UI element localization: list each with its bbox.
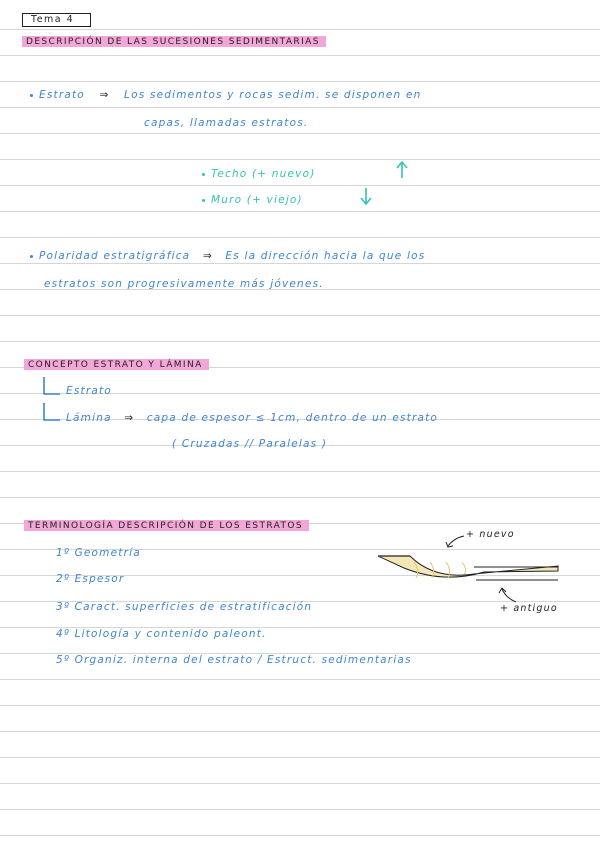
section-heading-descripcion: DESCRIPCIÓN DE LAS SUCESIONES SEDIMENTARIAS: [22, 36, 326, 47]
estrato-definition-2: capas, llamadas estratos.: [144, 117, 309, 129]
item-lamina: Lámina: [66, 412, 112, 424]
arrow-down-icon: [360, 186, 372, 206]
bullet-icon: [30, 94, 33, 97]
estrato-definition-1: Los sedimentos y rocas sedim. se disponen en: [124, 89, 422, 101]
estrato-definition-line: [30, 89, 421, 101]
list-item: 4º Litología y contenido paleont.: [56, 628, 267, 640]
lamina-types: ( Cruzadas // Paralelas ): [172, 438, 328, 450]
corner-arrow-icon: [40, 376, 64, 398]
bullet-icon: [202, 173, 205, 176]
polaridad-definition-1: Es la dirección hacia la que los: [225, 250, 426, 262]
lamina-line: [66, 412, 438, 424]
sketch-label-nuevo: + nuevo: [466, 529, 515, 540]
sketch-label-antiguo: + antiguo: [500, 603, 558, 614]
section-heading-terminologia: TERMINOLOGÍA DESCRIPCIÓN DE LOS ESTRATOS: [24, 520, 309, 531]
polaridad-definition-line: [30, 250, 425, 262]
lamina-definition: capa de espesor ≤ 1cm, dentro de un estrato: [146, 412, 439, 424]
muro-line: [202, 194, 303, 206]
list-item: 2º Espesor: [56, 573, 125, 585]
implies-arrow-icon: ⇒: [124, 412, 135, 424]
list-item: 1º Geometría: [56, 547, 141, 559]
corner-arrow-icon: [40, 402, 64, 424]
techo-label: Techo (+ nuevo): [211, 168, 316, 180]
implies-arrow-icon: ⇒: [99, 89, 110, 101]
item-estrato: Estrato: [66, 385, 112, 397]
polaridad-definition-2: estratos son progresivamente más jóvenes.: [44, 278, 324, 290]
estrato-term: Estrato: [39, 89, 85, 101]
arrow-to-top-icon: [444, 534, 468, 550]
muro-label: Muro (+ viejo): [211, 194, 303, 206]
techo-line: [202, 168, 316, 180]
polaridad-term: Polaridad estratigráfica: [39, 250, 191, 262]
tema-label: Tema 4: [22, 13, 91, 27]
bullet-icon: [30, 255, 33, 258]
bullet-icon: [202, 199, 205, 202]
implies-arrow-icon: ⇒: [202, 250, 213, 262]
strata-sketch-icon: [374, 540, 574, 600]
list-item: 5º Organiz. interna del estrato / Estruct. sedimentarias: [56, 654, 412, 666]
section-heading-concepto: CONCEPTO ESTRATO Y LÁMINA: [24, 359, 209, 370]
list-item: 3º Caract. superficies de estratificación: [56, 601, 313, 613]
arrow-up-icon: [396, 160, 408, 180]
